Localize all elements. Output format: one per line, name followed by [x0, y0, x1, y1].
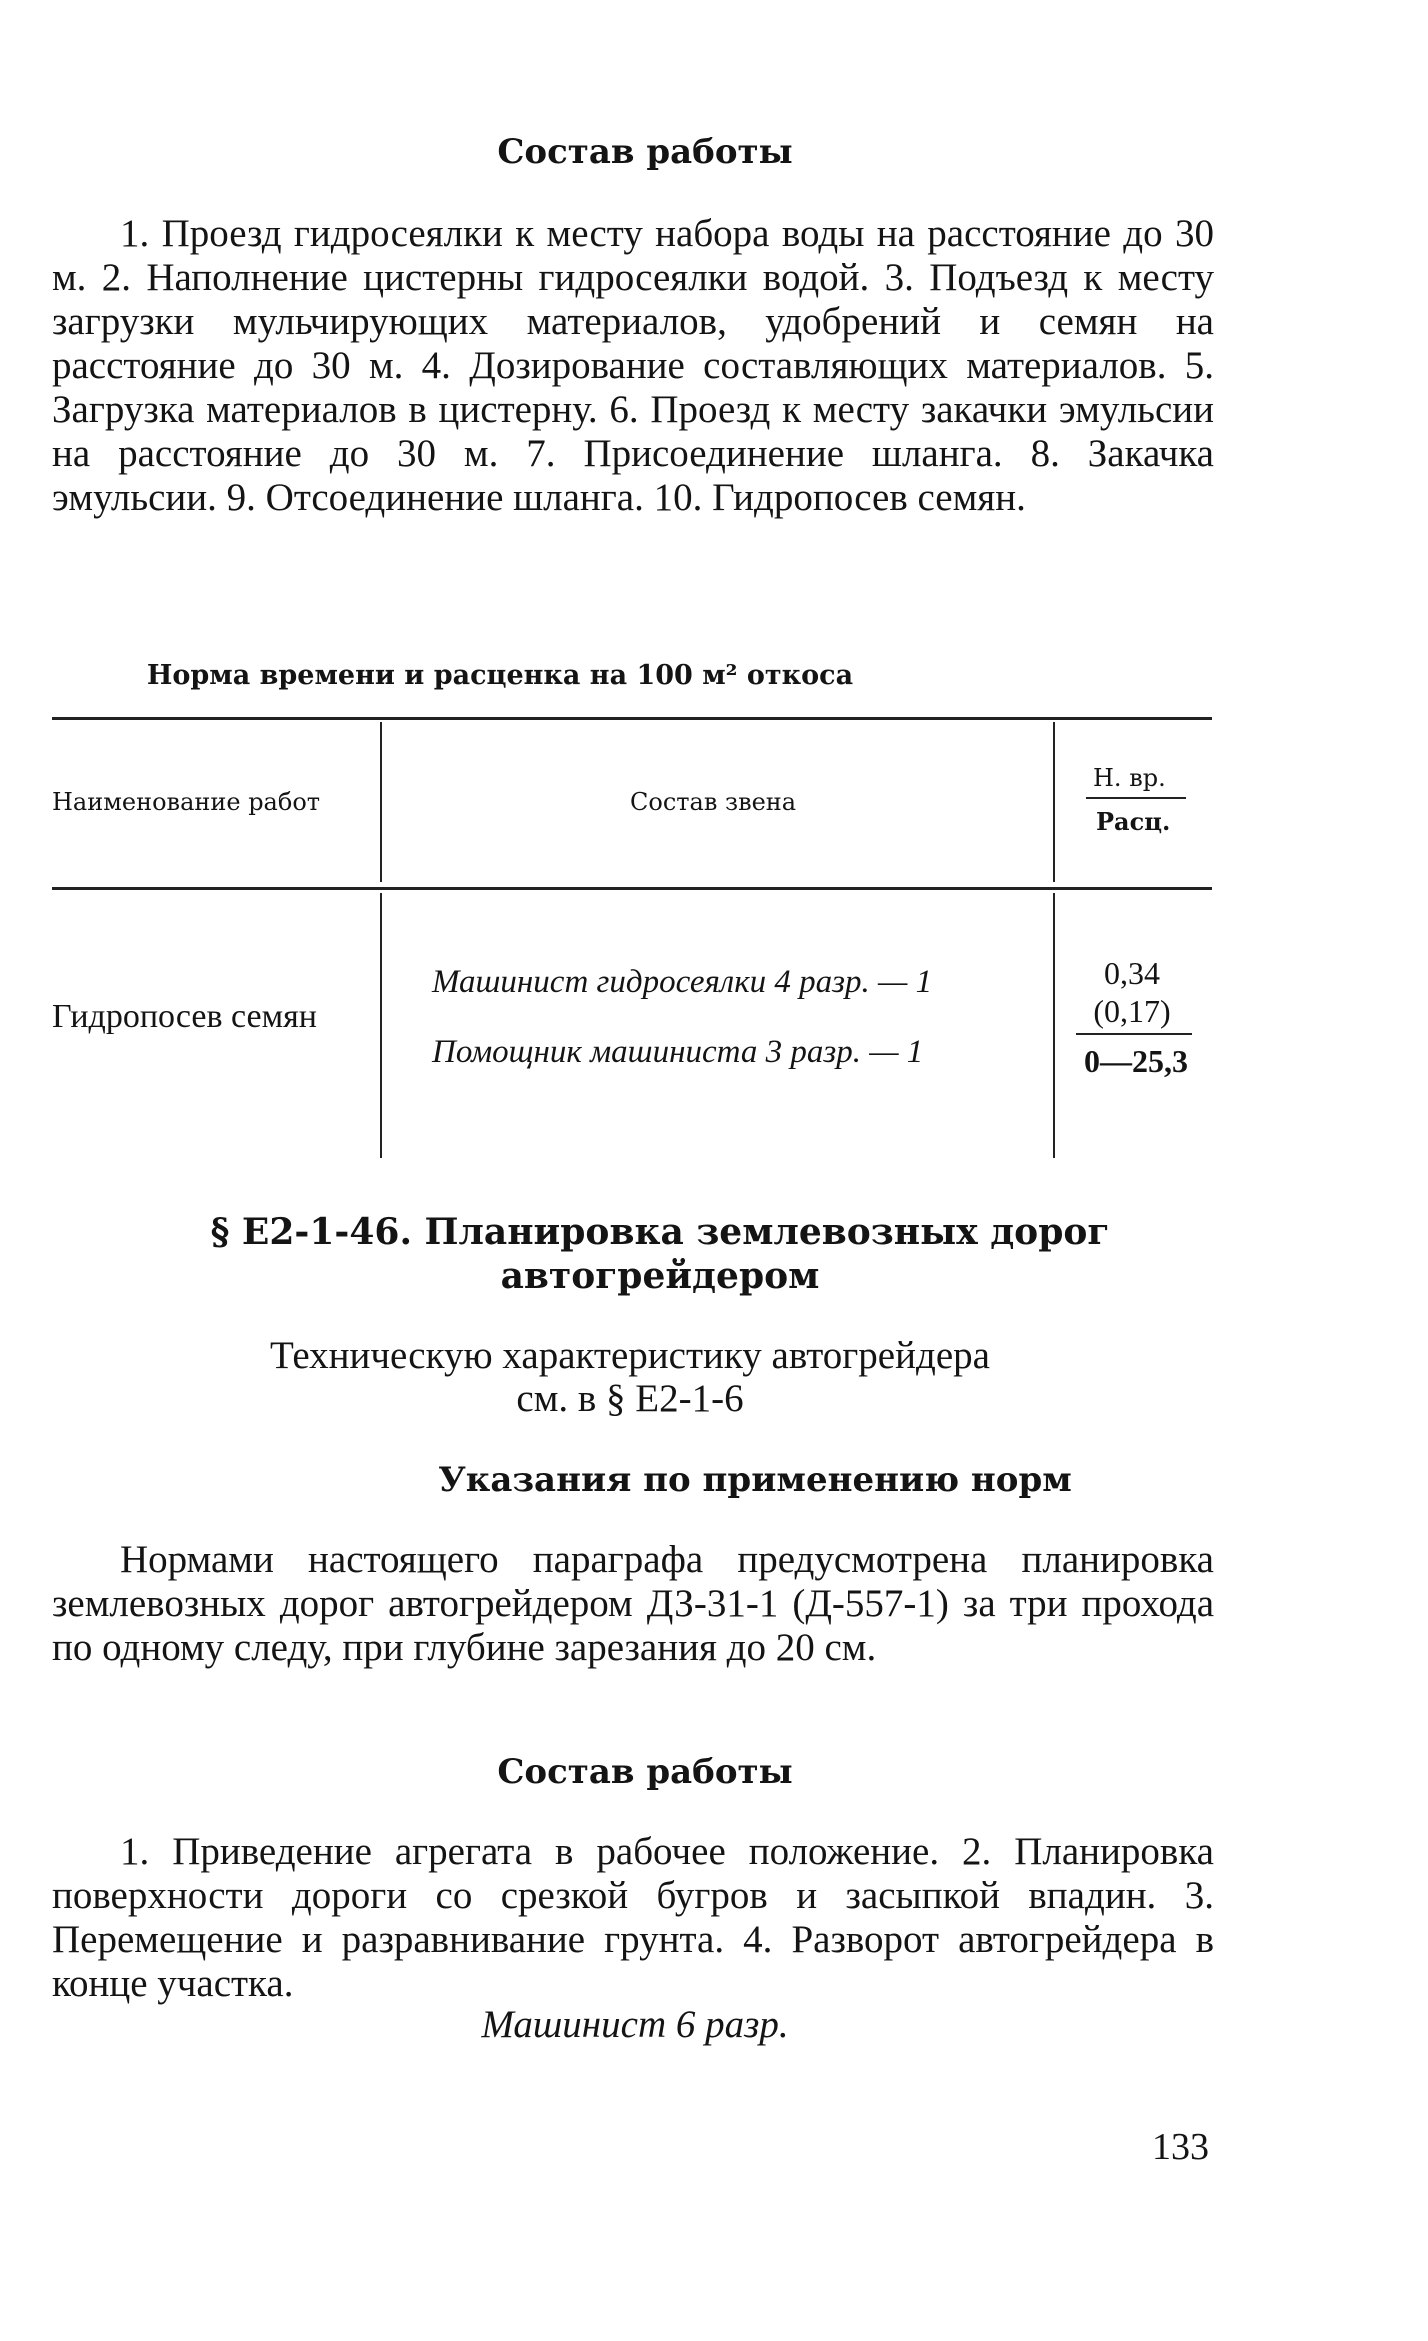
row-work-name: Гидропосев семян — [52, 998, 317, 1035]
table-divider — [1053, 893, 1055, 1158]
row-fraction-line — [1076, 1033, 1192, 1035]
guidance-text: Нормами настоящего параграфа предусмотрена планировка землевозных дорог автогрейдером ДЗ-31-1 (Д-557-1) за три прохода по одному следу, при глубине зарезания до 20 см. — [52, 1538, 1214, 1669]
work-composition-text-2: 1. Приведение агрегата в рабочее положение. 2. Планировка поверхности дороги со срезкой бугров и засыпкой впадин. 3. Перемещение и разравнивание грунта. 4. Разворот автогрейдера в конце участка. — [52, 1830, 1214, 2005]
row-rate: 0—25,3 — [1084, 1043, 1188, 1079]
header-work-name: Наименование работ — [52, 788, 321, 816]
section-heading-work-composition: Состав работы — [497, 132, 793, 172]
table-divider — [380, 893, 382, 1158]
header-crew: Состав звена — [630, 788, 797, 816]
table-title: Норма времени и расценка на 100 м² откоса — [146, 660, 854, 691]
table-header-rule — [52, 887, 1212, 890]
row-crew-member: Помощник машиниста 3 разр. — 1 — [432, 1034, 924, 1070]
reference-note: Техническую характеристику автогрейдера — [270, 1334, 990, 1377]
row-time-norm-paren: (0,17) — [1093, 993, 1171, 1029]
work-composition-text: 1. Проезд гидросеялки к месту набора воды на расстояние до 30 м. 2. Наполнение цистерны гидросеялки водой. 3. Подъезд к месту загрузки мульчирующих материалов, удобрений и семян на расстояние до 30 м. 4. Дозирование составляющих материалов. 5. Загрузка материалов в цистерну. 6. Проезд к месту закачки эмульсии на расстояние до 30 м. 7. Присоединение шланга. 8. Закачка эмульсии. 9. Отсоединение шланга. 10. Гидропосев семян. — [52, 212, 1214, 519]
table-divider — [380, 722, 382, 882]
section-title-line2: автогрейдером — [500, 1255, 820, 1297]
page-number: 133 — [1152, 2126, 1209, 2168]
table-top-rule — [52, 717, 1212, 720]
worker-grade: Машинист 6 разр. — [481, 2003, 789, 2046]
header-rate: Расц. — [1096, 807, 1171, 836]
header-norm-time: Н. вр. — [1093, 764, 1166, 792]
reference-note-line2: см. в § Е2-1-6 — [516, 1377, 744, 1420]
row-time-norm: 0,34 — [1104, 955, 1160, 991]
row-crew-member: Машинист гидросеялки 4 разр. — 1 — [432, 964, 933, 1000]
section-title: § Е2-1-46. Планировка землевозных дорог — [210, 1211, 1110, 1253]
header-fraction-line — [1086, 797, 1186, 799]
section-heading-work-composition-2: Состав работы — [497, 1752, 793, 1792]
table-divider — [1053, 722, 1055, 882]
guidance-heading: Указания по применению норм — [438, 1460, 1072, 1500]
